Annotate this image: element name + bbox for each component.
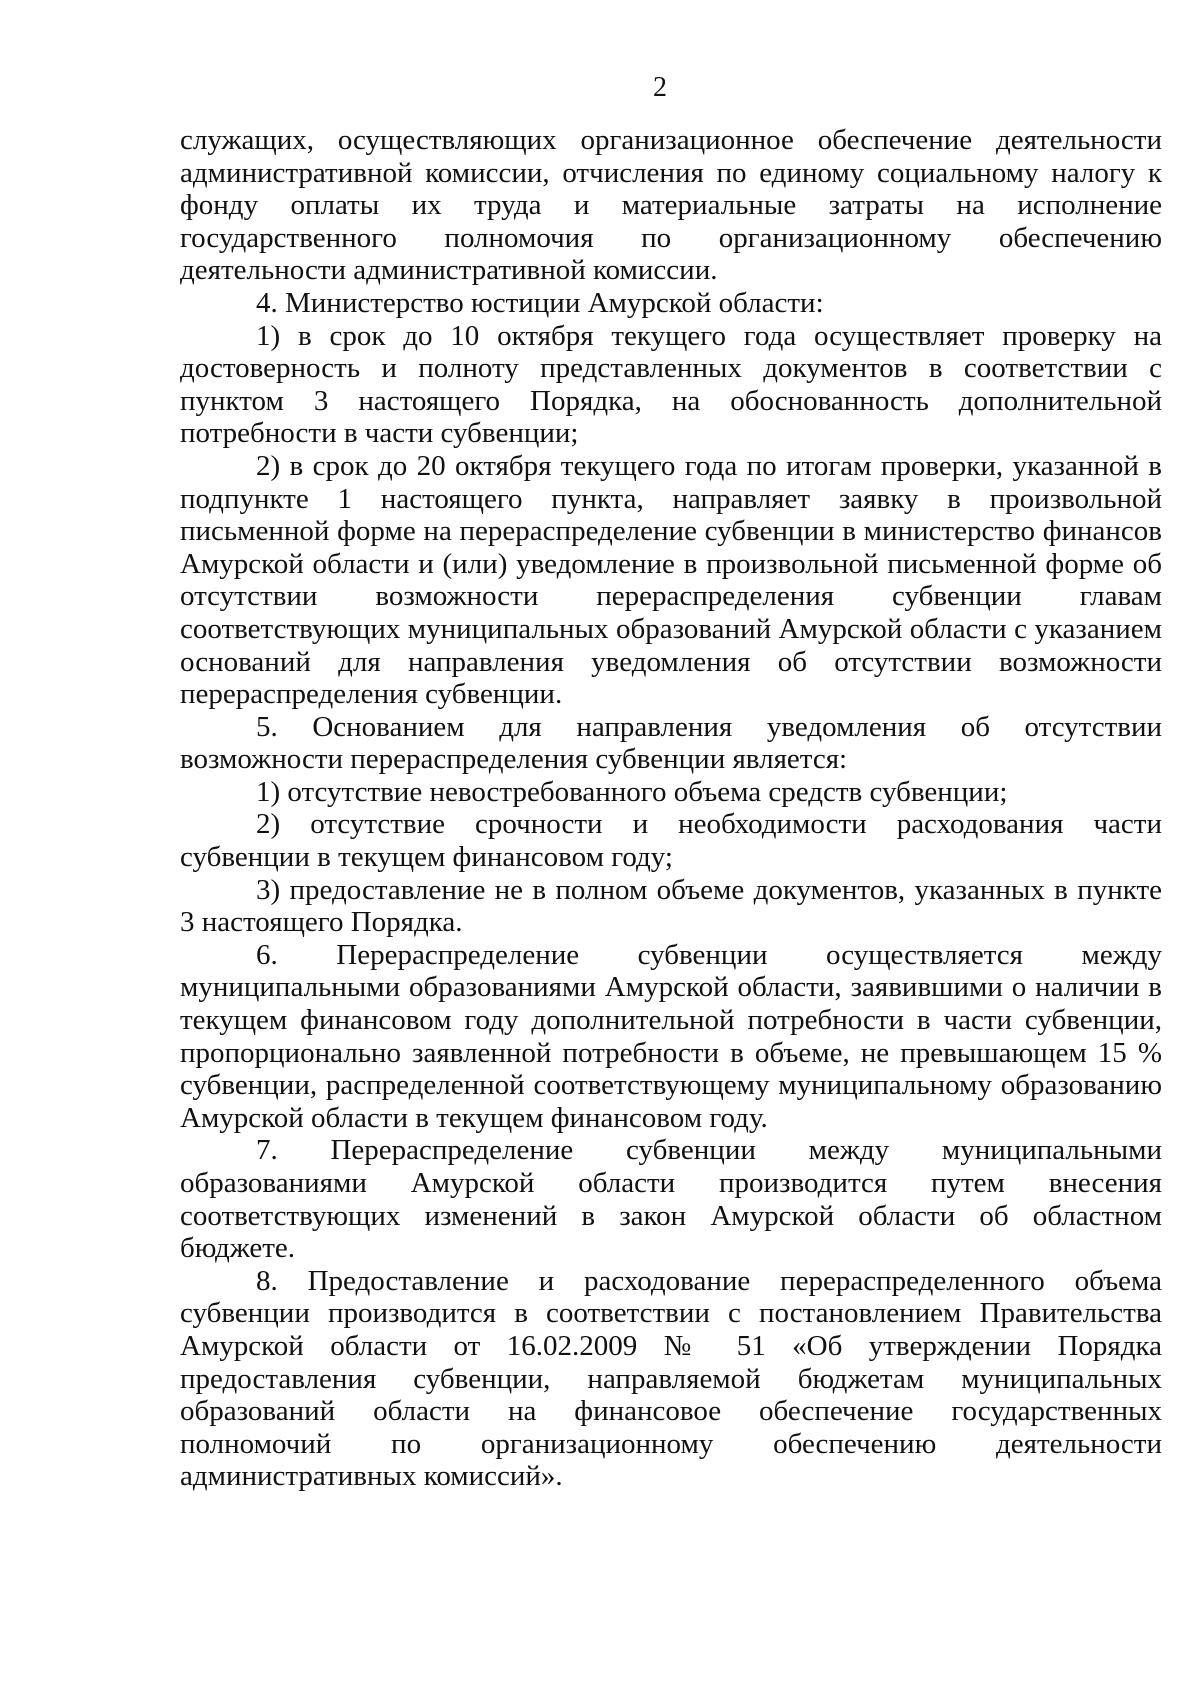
paragraph-continuation: служащих, осуществляющих организационное обеспечение деятельности административной комиссии, отчисления по единому социальному налогу к фонду оплаты их труда и материальные затраты на исполнение государственного полномочия по организационному обеспечению деятельности административной комиссии. — [180, 124, 1162, 287]
paragraph-item-5-3: 3) предоставление не в полном объеме документов, указанных в пункте 3 настоящего Порядка. — [180, 873, 1162, 939]
paragraph-item-4-heading: 4. Министерство юстиции Амурской области: — [256, 286, 824, 319]
paragraph-item-5-1: 1) отсутствие невостребованного объема средств субвенции; — [256, 775, 1008, 808]
paragraph-item-4-1: 1) в срок до 10 октября текущего года осуществляет проверку на достоверность и полноту представленных документов в соответствии с пунктом 3 настоящего Порядка, на обоснованность дополнительной потребности в части субвенции; — [180, 319, 1162, 450]
paragraph-item-6: 6. Перераспределение субвенции осуществляется между муниципальными образованиями Амурской области, заявившими о наличии в текущем финансовом году дополнительной потребности в части субвенции, пропорционально заявленной потребности в объеме, не превышающем 15 % субвенции, распределенной соответствующему муниципальному образованию Амурской области в текущем финансовом году. — [180, 938, 1162, 1134]
paragraph-item-4-2: 2) в срок до 20 октября текущего года по итогам проверки, указанной в подпункте 1 настоящего пункта, направляет заявку в произвольной письменной форме на перераспределение субвенции в министерство финансов Амурской области и (или) уведомление в произвольной письменной форме об отсутствии возможности перераспределения субвенции главам соответствующих муниципальных образований Амурской области с указанием оснований для направления уведомления об отсутствии возможности перераспределения субвенции. — [180, 449, 1162, 711]
paragraph-item-5: 5. Основанием для направления уведомления об отсутствии возможности перераспределения субвенции является: — [180, 710, 1162, 776]
paragraph-item-7: 7. Перераспределение субвенции между муниципальными образованиями Амурской области производится путем внесения соответствующих изменений в закон Амурской области об областном бюджете. — [180, 1134, 1162, 1265]
paragraph-item-8: 8. Предоставление и расходование перераспределенного объема субвенции производится в соответствии с постановлением Правительства Амурской области от 16.02.2009 № 51 «Об утверждении Порядка предоставления субвенции, направляемой бюджетам муниципальных образований области на финансовое обеспечение государственных полномочий по организационному обеспечению деятельности административных комиссий». — [180, 1264, 1162, 1493]
paragraph-item-5-2: 2) отсутствие срочности и необходимости расходования части субвенции в текущем финансовом году; — [180, 808, 1162, 874]
page-number: 2 — [653, 72, 667, 103]
document-body — [180, 124, 1162, 1493]
